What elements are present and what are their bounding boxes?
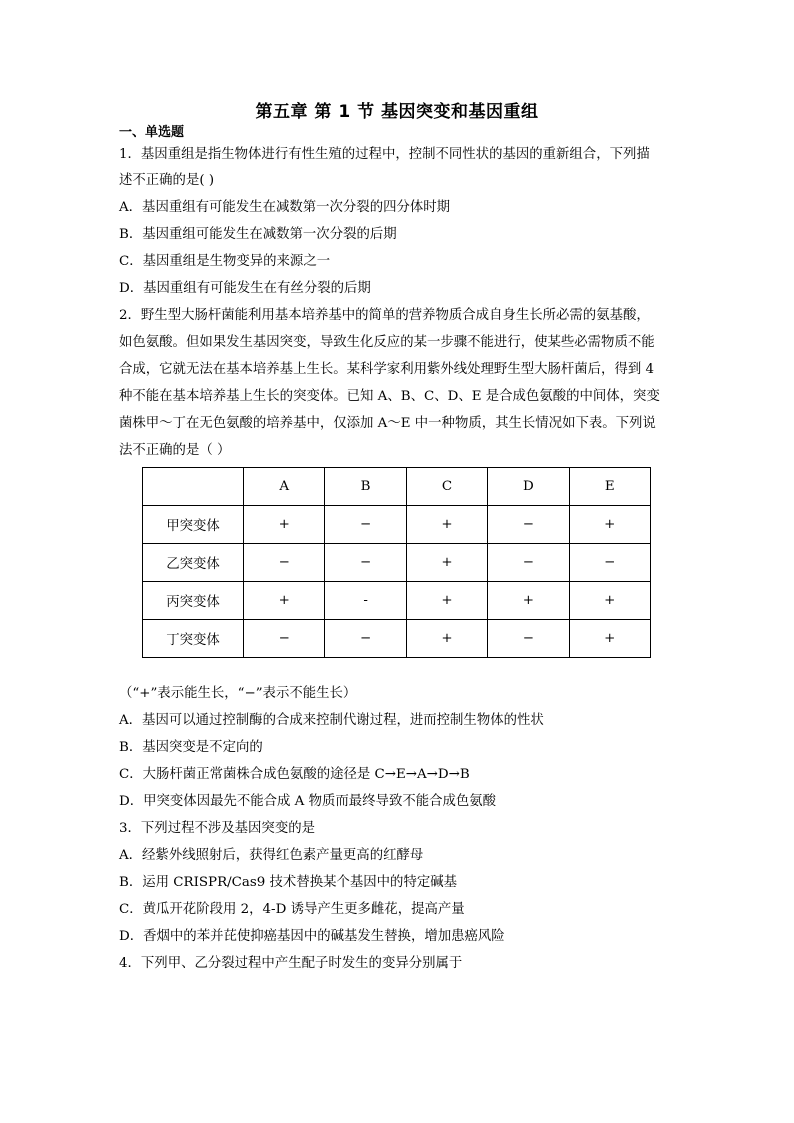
table-header-row <box>143 468 651 506</box>
q1-stem-line-1: 1．基因重组是指生物体进行有性生殖的过程中，控制不同性状的基因的重新组合，下列描 <box>119 147 650 162</box>
table-cell: - <box>325 582 406 620</box>
table-header-cell: A <box>244 468 325 506</box>
q1-option-b: B．基因重组可能发生在减数第一次分裂的后期 <box>119 227 397 242</box>
q3-option-c: C．黄瓜开花阶段用 2，4-D 诱导产生更多雌花，提高产量 <box>119 902 465 917</box>
table-cell: + <box>406 506 487 544</box>
q1-option-c: C．基因重组是生物变异的来源之一 <box>119 254 331 269</box>
q2-stem-line-3: 合成，它就无法在基本培养基上生长。某科学家利用紫外线处理野生型大肠杆菌后，得到 4 <box>119 362 655 377</box>
table-cell: + <box>244 506 325 544</box>
table-row <box>143 506 651 544</box>
table-row-label: 丙突变体 <box>143 582 244 620</box>
q1-option-d: D．基因重组有可能发生在有丝分裂的后期 <box>119 281 371 296</box>
table-header-cell: C <box>406 468 487 506</box>
table-header-cell: D <box>488 468 569 506</box>
q3-option-b: B．运用 CRISPR/Cas9 技术替换某个基因中的特定碱基 <box>119 875 458 890</box>
table-cell: + <box>406 582 487 620</box>
table-cell: − <box>244 620 325 658</box>
table-row <box>143 620 651 658</box>
table-cell: − <box>488 506 569 544</box>
q2-stem-line-5: 菌株甲～丁在无色氨酸的培养基中，仅添加 A～E 中一种物质，其生长情况如下表。下列说 <box>119 416 656 431</box>
table-cell: − <box>244 544 325 582</box>
table-cell: + <box>569 582 650 620</box>
q2-table-note: （“+”表示能生长，“−”表示不能生长） <box>119 686 357 701</box>
q2-stem-line-1: 2．野生型大肠杆菌能利用基本培养基中的简单的营养物质合成自身生长所必需的氨基酸， <box>119 308 650 323</box>
q2-option-d: D．甲突变体因最先不能合成 A 物质而最终导致不能合成色氨酸 <box>119 794 497 809</box>
table-cell: − <box>488 544 569 582</box>
q1-option-a: A．基因重组有可能发生在减数第一次分裂的四分体时期 <box>119 200 451 215</box>
table-row-label: 丁突变体 <box>143 620 244 658</box>
table-cell: + <box>406 620 487 658</box>
table-header-cell <box>143 468 244 506</box>
page-title: 第五章 第 1 节 基因突变和基因重组 <box>255 102 539 122</box>
q2-option-c: C．大肠杆菌正常菌株合成色氨酸的途径是 C→E→A→D→B <box>119 767 470 782</box>
table-row-label: 甲突变体 <box>143 506 244 544</box>
table-header-cell: B <box>325 468 406 506</box>
table-cell: − <box>325 506 406 544</box>
table-cell: + <box>488 582 569 620</box>
q2-option-b: B．基因突变是不定向的 <box>119 740 263 755</box>
q1-stem-line-2: 述不正确的是( ) <box>119 173 215 188</box>
q2-stem-line-2: 如色氨酸。但如果发生基因突变，导致生化反应的某一步骤不能进行，使某些必需物质不能 <box>119 335 655 350</box>
q4-stem: 4．下列甲、乙分裂过程中产生配子时发生的变异分别属于 <box>119 956 463 971</box>
table-cell: + <box>406 544 487 582</box>
mutant-growth-table <box>142 467 651 658</box>
q2-option-a: A．基因可以通过控制酶的合成来控制代谢过程，进而控制生物体的性状 <box>119 713 544 728</box>
table-cell: − <box>569 544 650 582</box>
table-header-cell: E <box>569 468 650 506</box>
q3-option-a: A．经紫外线照射后，获得红色素产量更高的红酵母 <box>119 848 424 863</box>
table-cell: + <box>569 506 650 544</box>
table-cell: − <box>325 544 406 582</box>
table-cell: + <box>569 620 650 658</box>
q3-stem: 3．下列过程不涉及基因突变的是 <box>119 821 315 836</box>
table-row <box>143 544 651 582</box>
table-cell: + <box>244 582 325 620</box>
q3-option-d: D．香烟中的苯并芘使抑癌基因中的碱基发生替换，增加患癌风险 <box>119 929 505 944</box>
section-heading: 一、单选题 <box>119 125 185 140</box>
table-row-label: 乙突变体 <box>143 544 244 582</box>
table-row <box>143 582 651 620</box>
q2-stem-line-4: 种不能在基本培养基上生长的突变体。已知 A、B、C、D、E 是合成色氨酸的中间体，突变 <box>119 389 660 404</box>
q2-stem-line-6: 法不正确的是（ ） <box>119 443 231 458</box>
table-cell: − <box>488 620 569 658</box>
table-cell: − <box>325 620 406 658</box>
